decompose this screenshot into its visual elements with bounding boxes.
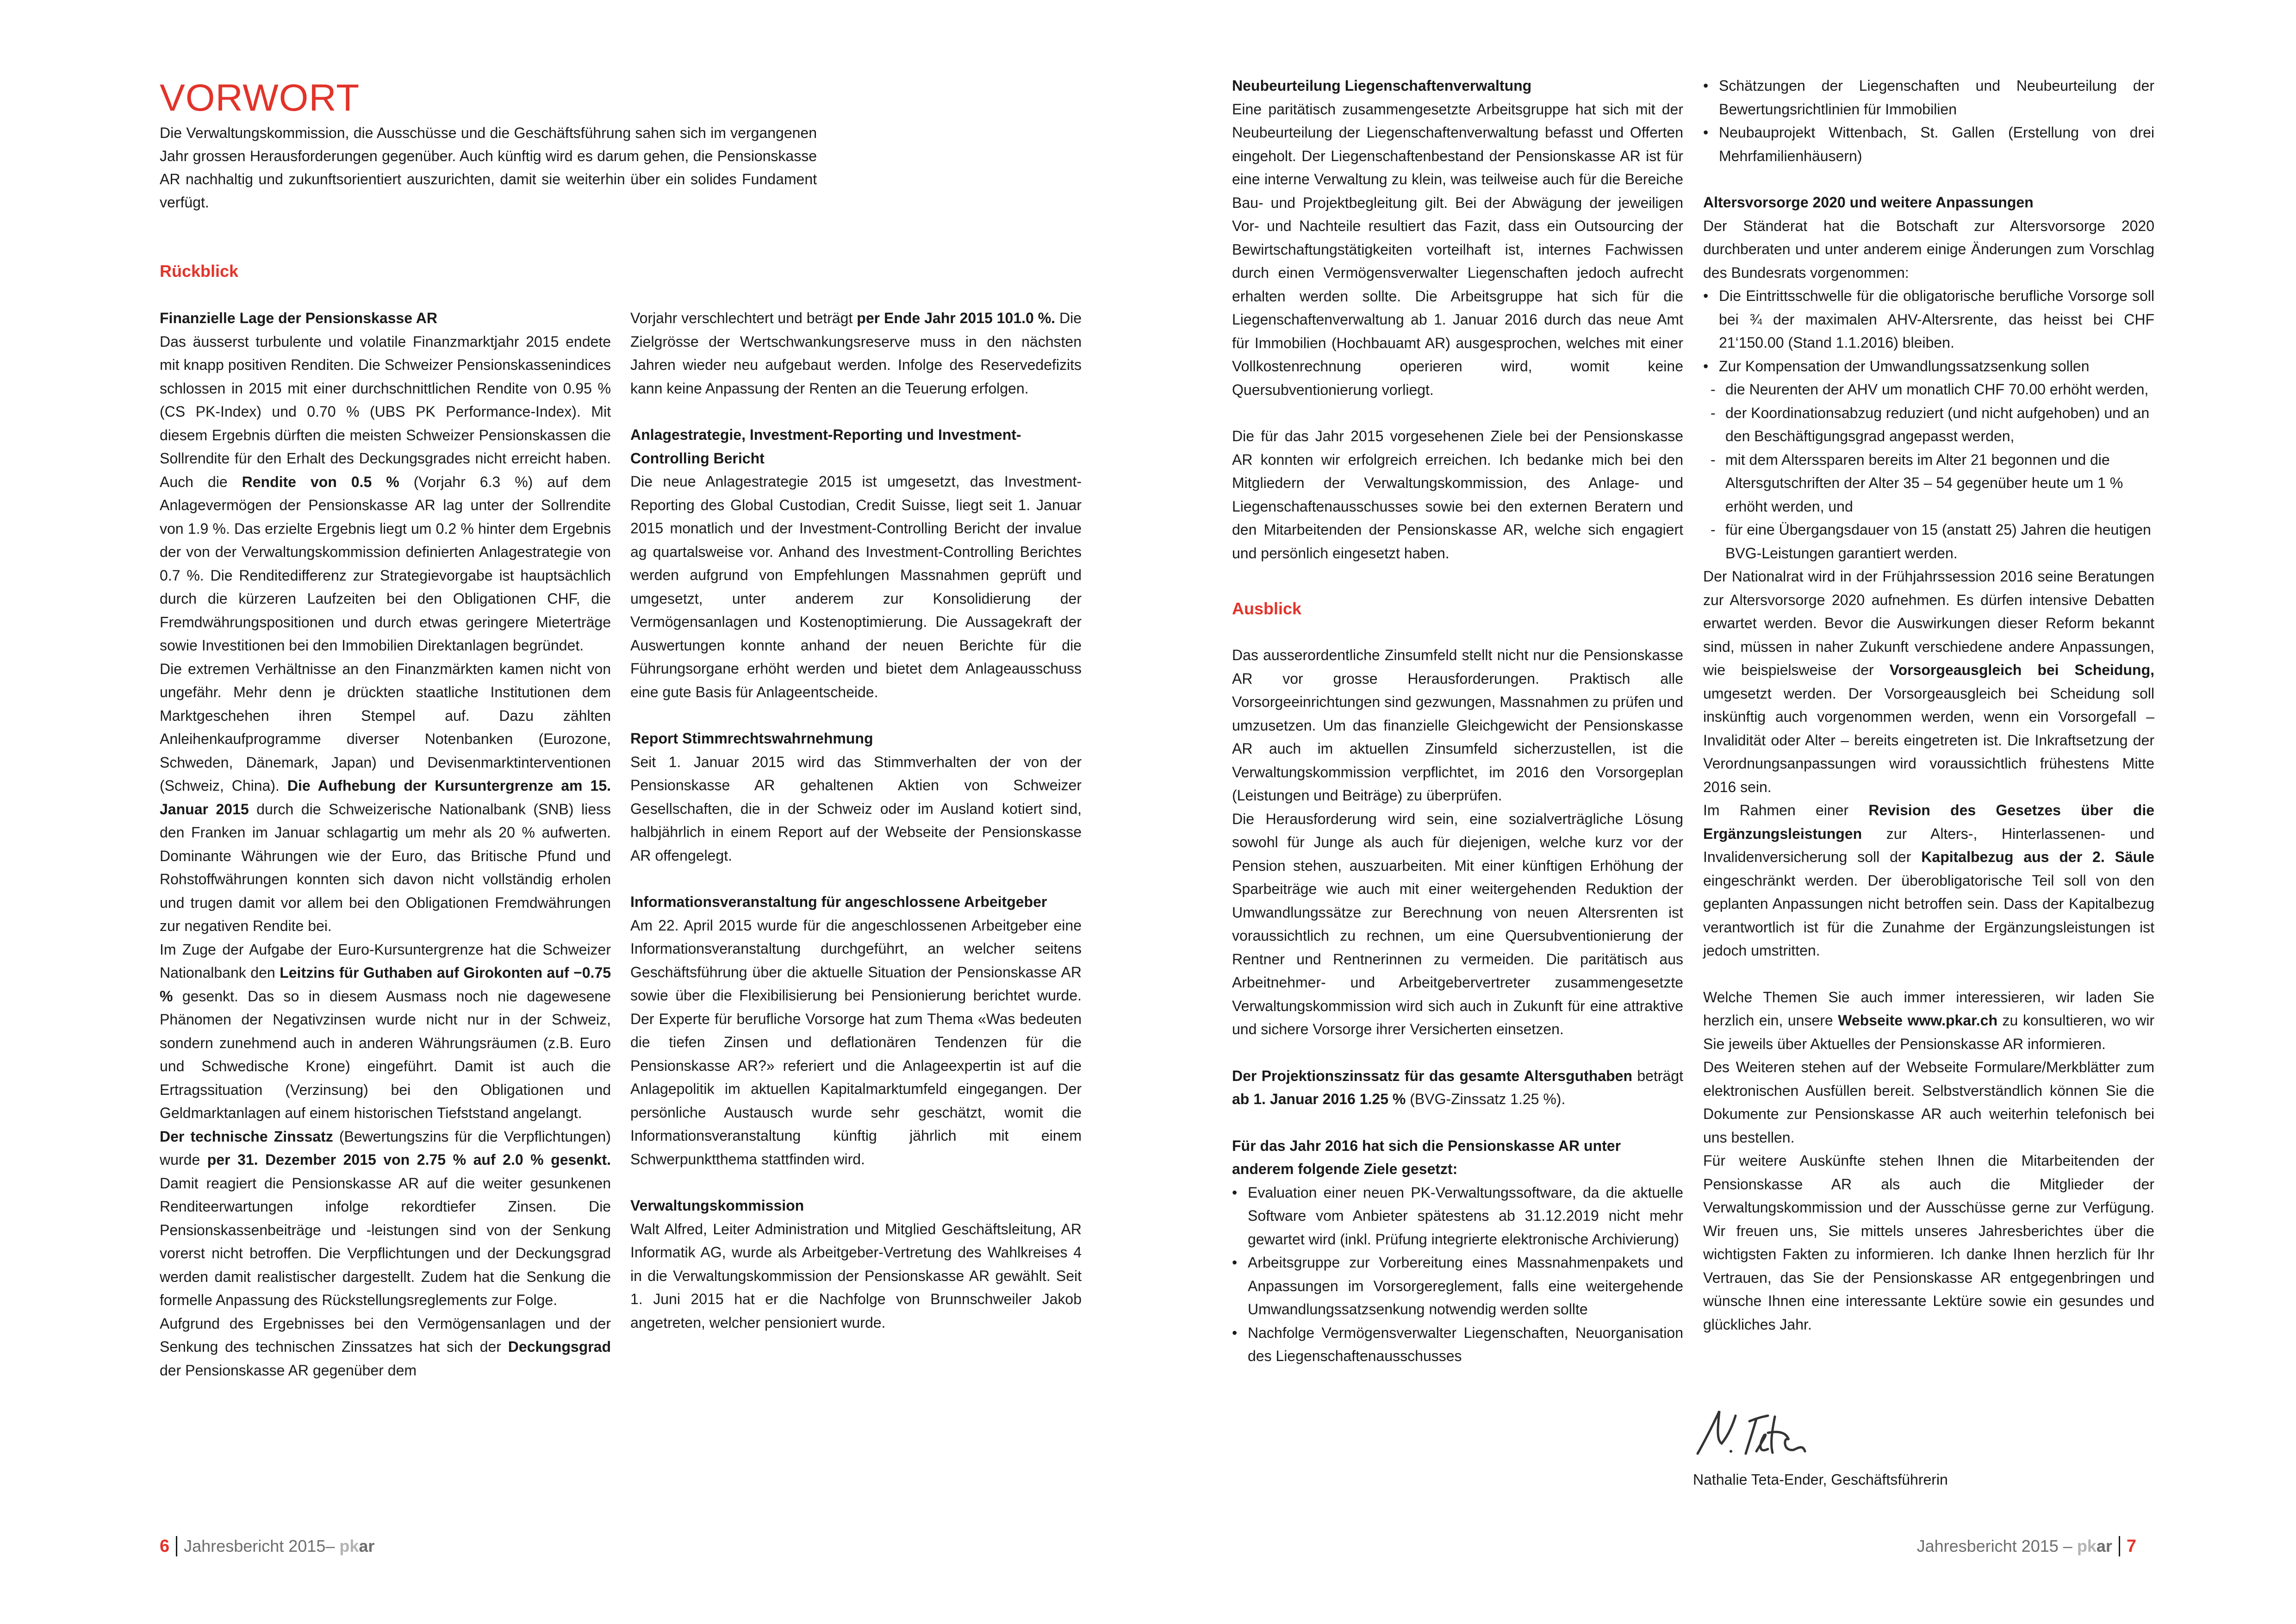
page-title: VORWORT: [160, 77, 360, 119]
list-item: - mit dem Alterssparen bereits im Alter 21 begonnen und die Altersgutschriften der Alter 35 – 54 gegenüber heute um 1 % erhöht werden, und: [1703, 448, 2154, 518]
list-item: • Die Eintrittsschwelle für die obligatorische berufliche Vorsorge soll bei ¾ der maximalen AHV-Altersrente, das heisst bei CHF 21‘150.00 (Stand 1.1.2016) bleiben.: [1703, 284, 2154, 355]
paragraph: Die extremen Verhältnisse an den Finanzmärkten kamen nicht von ungefähr. Mehr denn je drückten staatliche Institutionen dem Marktgeschehen ihren Stempel auf. Dazu zählten Anleihenkaufprogramme diverser Notenbanken (Eurozone, Schweden, Dänemark, Japan) und Devisenmarktinterventionen (Schweiz, China). Die Aufhebung der Kursuntergrenze am 15. Januar 2015 durch die Schweizerische Nationalbank (SNB) liess den Franken im Januar schlagartig um mehr als 20 % aufwerten. Dominante Währungen wie der Euro, das Britische Pfund und Rohstoffwährungen konnten sich davon nicht vollständig erholen und trugen damit vor allem bei den Obligationen Fremdwährungen zur negativen Rendite bei.: [160, 660, 611, 934]
paragraph: Welche Themen Sie auch immer interessieren, wir laden Sie herzlich ein, unsere Webseite www.pkar.ch zu konsultieren, wo wir Sie jeweils über Aktuelles der Pensionskasse AR informieren.: [1703, 988, 2155, 1052]
list-item: - für eine Übergangsdauer von 15 (anstatt 25) Jahren die heutigen BVG-Leistungen garantiert werden.: [1703, 518, 2154, 565]
footer-text: Jahresbericht 2015 – pkar: [1916, 1537, 2112, 1555]
footer-divider: [176, 1536, 177, 1556]
list-item: • Arbeitsgruppe zur Vorbereitung eines Massnahmenpakets und Anpassungen im Vorsorgereglement, falls eine weitergehende Umwandlungssatzsenkung notwendig werden sollte: [1232, 1251, 1683, 1321]
column-1: [160, 306, 611, 1382]
brand-logo-pk: pk: [339, 1537, 359, 1555]
heading-ziele-2016: Für das Jahr 2016 hat sich die Pensionskasse AR unter anderem folgende Ziele gesetzt:: [1232, 1137, 1621, 1177]
paragraph: Die Herausforderung wird sein, eine sozialverträgliche Lösung sowohl für Junge als auch für diejenigen, welche kurz vor der Pension stehen, auszuarbeiten. Mit einer künftigen Erhöhung der Sparbeiträge wie auch mit einer weitergehenden Reduktion der Umwandlungssätze zur Berechnung von neuen Altersrenten ist voraussichtlich zu rechnen, um eine Quersubventionierung der Rentner und Rentnerinnen zu vermeiden. Die paritätisch aus Arbeitnehmer- und Arbeitgebervertreter zusammengesetzte Verwaltungskommission wird sich auch in Zukunft für eine attraktive und sichere Vorsorge ihrer Versicherten einsetzen.: [1232, 810, 1683, 1037]
list-item: • Zur Kompensation der Umwandlungssatzsenkung sollen: [1703, 355, 2154, 378]
heading-stimmrecht: Report Stimmrechtswahrnehmung: [630, 730, 873, 747]
list-item: - der Koordinationsabzug reduziert (und nicht aufgehoben) und an den Beschäftigungsgrad angepasst werden,: [1703, 401, 2154, 448]
signature-image: [1694, 1407, 1814, 1458]
column-3: [1232, 74, 1683, 1368]
brand-logo-ar: ar: [2096, 1537, 2112, 1555]
reform-list: [1703, 284, 2154, 378]
page-number: 7: [2126, 1536, 2136, 1556]
list-item: • Nachfolge Vermögensverwalter Liegenschaften, Neuorganisation des Liegenschaftenausschusses: [1232, 1321, 1683, 1368]
paragraph: Für weitere Auskünfte stehen Ihnen die Mitarbeitenden der Pensionskasse AR als auch die Mitglieder der Verwaltungskommission und der Ausschüsse gerne zur Verfügung. Wir freuen uns, Sie mittels unseres Jahresberichtes über die wichtigsten Fakten zu informieren. Ich danke Ihnen herzlich für Ihr Vertrauen, das Sie der Pensionskasse AR entgegenbringen und wünsche Ihnen eine interessante Lektüre sowie ein gesundes und glückliches Jahr.: [1703, 1152, 2154, 1333]
heading-informationsveranstaltung: Informationsveranstaltung für angeschlossene Arbeitgeber: [630, 893, 1047, 910]
section-ausblick: Ausblick: [1232, 599, 1302, 618]
list-item: • Neubauprojekt Wittenbach, St. Gallen (Erstellung von drei Mehrfamilienhäusern): [1703, 121, 2154, 168]
heading-verwaltungskommission: Verwaltungskommission: [630, 1197, 804, 1214]
website-link: Webseite www.pkar.ch: [1838, 1012, 1998, 1029]
page-number: 6: [160, 1536, 170, 1556]
paragraph: Im Rahmen einer Revision des Gesetzes über die Ergänzungsleistungen zur Alters-, Hinterlassenen- und Invalidenversicherung soll der Kapitalbezug aus der 2. Säule eingeschränkt werden. Der überobligatorische Teil soll von den geplanten Anpassungen nicht betroffen sein. Dass der Kapitalbezug verantwortlich ist für die Zunahme der Ergänzungsleistungen ist jedoch umstritten.: [1703, 802, 2155, 959]
paragraph: Das äusserst turbulente und volatile Finanzmarktjahr 2015 endete mit knapp positiven Renditen. Die Schweizer Pensionskassenindices schlossen in 2015 mit einer durchschnittlichen Rendite von 0.95 % (CS PK-Index) und 0.70 % (UBS PK Performance-Index). Mit diesem Ergebnis dürften die meisten Schweizer Pensionskassen die Sollrendite für den Erhalt des Deckungsgrades nicht erreicht haben. Auch die Rendite von 0.5 % (Vorjahr 6.3 %) auf dem Anlagevermögen der Pensionskasse AR lag unter der Sollrendite von 1.9 %. Das erzielte Ergebnis liegt um 0.2 % hinter dem Ergebnis der von der Verwaltungskommission definierten Anlagestrategie von 0.7 %. Die Renditedifferenz zur Strategievorgabe ist hauptsächlich durch die kürzeren Laufzeiten bei den Obligationen CHF, die Fremdwährungspositionen und durch etwas geringere Mieterträge sowie Investitionen bei den Immobilien Direktanlagen begründet.: [160, 333, 611, 654]
compensation-list: [1703, 378, 2154, 565]
paragraph: Vorjahr verschlechtert und beträgt per Ende Jahr 2015 101.0 %. Die Zielgrösse der Wertschwankungsreserve muss in den nächsten Jahren wieder neu aufgebaut werden. Infolge des Reservedefizits kann keine Anpassung der Renten an die Teuerung erfolgen.: [630, 310, 1082, 397]
list-item: • Evaluation einer neuen PK-Verwaltungssoftware, da die aktuelle Software vom Anbieter spätestens ab 31.12.2019 nicht mehr gewartet wird (inkl. Prüfung integrierte elektronische Archivierung): [1232, 1181, 1683, 1251]
paragraph: Der Ständerat hat die Botschaft zur Altersvorsorge 2020 durchberaten und unter anderem einige Änderungen zum Vorschlag des Bundesrats vorgenommen:: [1703, 217, 2154, 281]
signer-name: Nathalie Teta-Ender, Geschäftsführerin: [1693, 1471, 1948, 1488]
paragraph: Im Zuge der Aufgabe der Euro-Kursuntergrenze hat die Schweizer Nationalbank den Leitzins für Guthaben auf Girokonten auf −0.75 % gesenkt. Das so in diesem Ausmass noch nie dagewesene Phänomen der Negativzinsen wurde nicht nur in der Schweiz, sondern zunehmend auch in anderen Währungsräumen (z.B. Euro und Schwedische Krone) eingeführt. Damit ist auch die Ertragssituation (Verzinsung) bei den Obligationen und Geldmarktanlagen auf einem historischen Tiefststand angelangt.: [160, 941, 611, 1121]
heading-finanzielle-lage: Finanzielle Lage der Pensionskasse AR: [160, 310, 437, 326]
brand-logo-pk: pk: [2077, 1537, 2097, 1555]
paragraph: Seit 1. Januar 2015 wird das Stimmverhalten der von der Pensionskasse AR gehaltenen Aktien von Schweizer Gesellschaften, die in der Schweiz oder im Ausland kotiert sind, halbjährlich in einem Report auf der Webseite der Pensionskasse AR offengelegt.: [630, 753, 1082, 864]
paragraph: Der Projektionszinssatz für das gesamte Altersguthaben beträgt ab 1. Januar 2016 1.25 % (BVG-Zinssatz 1.25 %).: [1232, 1067, 1684, 1107]
footer-left: [160, 1536, 374, 1556]
column-4: [1703, 74, 2154, 1336]
footer-right: [1917, 1536, 2136, 1556]
paragraph: Die für das Jahr 2015 vorgesehenen Ziele bei der Pensionskasse AR konnten wir erfolgreich erreichen. Ich bedanke mich bei den Mitgliedern der Verwaltungskommission, des Anlage- und Liegenschaftenausschusses sowie bei den externen Beratern und den Mitarbeitenden der Pensionskasse AR, welche sich engagiert und persönlich eingesetzt haben.: [1232, 428, 1683, 562]
list-item: - die Neurenten der AHV um monatlich CHF 70.00 erhöht werden,: [1703, 378, 2154, 401]
footer-text: Jahresbericht 2015– pkar: [184, 1537, 375, 1555]
column-2: [630, 306, 1082, 1334]
section-rueckblick: Rückblick: [160, 262, 239, 281]
goals-list: [1232, 1181, 1683, 1368]
brand-logo-ar: ar: [359, 1537, 375, 1555]
paragraph: Der Nationalrat wird in der Frühjahrssession 2016 seine Beratungen zur Altersvorsorge 2020 aufnehmen. Es dürfen intensive Debatten erwartet werden. Bevor die Auswirkungen dieser Reform bekannt sind, müssen in naher Zukunft verschiedene andere Anpassungen, wie beispielsweise der Vorsorgeausgleich bei Scheidung, umgesetzt werden. Der Vorsorgeausgleich bei Scheidung soll inskünftig auch vorgenommen werden, wenn ein Vorsorgefall – Invalidität oder Alter – bereits eingetreten ist. Die Inkraftsetzung der Verordnungsanpassungen wird voraussichtlich frühestens Mitte 2016 sein.: [1703, 568, 2154, 795]
paragraph: Der technische Zinssatz (Bewertungszins für die Verpflichtungen) wurde per 31. Dezember 2015 von 2.75 % auf 2.0 % gesenkt. Damit reagiert die Pensionskasse AR auf die weiter gesunkenen Renditeerwartungen infolge rekordtiefer Zinsen. Die Pensionskassenbeiträge und -leistungen sind von der Senkung vorerst nicht betroffen. Die Verpflichtungen und der Deckungsgrad werden damit realistischer dargestellt. Zudem hat die Senkung die formelle Anpassung des Rückstellungsreglements zur Folge.: [160, 1128, 611, 1308]
paragraph: Das ausserordentliche Zinsumfeld stellt nicht nur die Pensionskasse AR vor grosse Herausforderungen. Praktisch alle Vorsorgeeinrichtungen sind gezwungen, Massnahmen zu prüfen und umzusetzen. Um das finanzielle Gleichgewicht der Pensionskasse AR auch im aktuellen Zinsumfeld sicherzustellen, ist die Verwaltungskommission verpflichtet, im 2016 den Vorsorgeplan (Leistungen und Beiträge) zu überprüfen.: [1232, 647, 1683, 804]
heading-anlagestrategie: Anlagestrategie, Investment-Reporting und Investment-Controlling Bericht: [630, 426, 1021, 467]
paragraph: Walt Alfred, Leiter Administration und Mitglied Geschäftsleitung, AR Informatik AG, wurde als Arbeitgeber-Vertretung des Wahlkreises 4 in die Verwaltungskommission der Pensionskasse AR gewählt. Seit 1. Juni 2015 hat er die Nachfolge von Brunnschweiler Jakob angetreten, welcher pensioniert wurde.: [630, 1220, 1082, 1331]
paragraph: Die neue Anlagestrategie 2015 ist umgesetzt, das Investment-Reporting des Global Custodian, Credit Suisse, liegt seit 1. Januar 2015 monatlich und der Investment-Controlling Bericht der invalue ag quartalsweise vor. Anhand des Investment-Controlling Berichtes werden aufgrund von Empfehlungen Massnahmen geprüft und umgesetzt, unter anderem zur Konsolidierung der Vermögensanlagen und Kostenoptimierung. Die Aussagekraft der Auswertungen konnte anhand der neuen Berichte für die Führungsorgane erhöht werden und bietet dem Anlageausschuss eine gute Basis für Anlageentscheide.: [630, 473, 1082, 700]
paragraph: Am 22. April 2015 wurde für die angeschlossenen Arbeitgeber eine Informationsveranstaltung durchgeführt, an welcher seitens Geschäftsführung über die aktuelle Situation der Pensionskasse AR sowie über die Flexibilisierung bei Pensionierung berichtet wurde. Der Experte für berufliche Vorsorge hat zum Thema «Was bedeuten die tiefen Zinsen und deflationären Tendenzen für die Pensionskasse AR?» referiert und die Anlageexpertin ist auf die Anlagepolitik im aktuellen Kapitalmarktumfeld eingegangen. Der persönliche Austausch wurde sehr geschätzt, womit die Informationsveranstaltung künftig jährlich mit einem Schwerpunktthema stattfinden wird.: [630, 917, 1082, 1168]
paragraph: Des Weiteren stehen auf der Webseite Formulare/Merkblätter zum elektronischen Ausfüllen bereit. Selbstverständlich können Sie die Dokumente zur Pensionskasse AR auch weiterhin telefonisch bei uns bestellen.: [1703, 1059, 2154, 1146]
goals-list-continued: [1703, 74, 2154, 168]
paragraph: Eine paritätisch zusammengesetzte Arbeitsgruppe hat sich mit der Neubeurteilung der Liegenschaftenverwaltung befasst und Offerten eingeholt. Der Liegenschaftenbestand der Pensionskasse AR ist für eine interne Verwaltung zu klein, was teilweise auch für die Bereiche Bau- und Projektbegleitung gilt. Bei der Abwägung der jeweiligen Vor- und Nachteile resultiert das Fazit, dass ein Outsourcing der Bewirtschaftungstätigkeiten vorteilhaft ist, internes Fachwissen durch einen Vermögensverwalter Liegenschaften jedoch aufrecht erhalten werden sollte. Die Arbeitsgruppe hat sich für die Liegenschaftenverwaltung ab 1. Januar 2016 durch das neue Amt für Immobilien (Hochbauamt AR) ausgesprochen, welches mit einer Vollkostenrechnung operieren wird, womit keine Quersubventionierung vorliegt.: [1232, 100, 1683, 398]
footer-divider: [2119, 1536, 2120, 1556]
list-item: • Schätzungen der Liegenschaften und Neubeurteilung der Bewertungsrichtlinien für Immobilien: [1703, 74, 2154, 121]
paragraph: Aufgrund des Ergebnisses bei den Vermögensanlagen und der Senkung des technischen Zinssatzes hat sich der Deckungsgrad der Pensionskasse AR gegenüber dem: [160, 1315, 611, 1379]
heading-altersvorsorge: Altersvorsorge 2020 und weitere Anpassungen: [1703, 194, 2034, 211]
heading-neubeurteilung: Neubeurteilung Liegenschaftenverwaltung: [1232, 77, 1532, 94]
intro-paragraph: Die Verwaltungskommission, die Ausschüsse und die Geschäftsführung sahen sich im vergangenen Jahr grossen Herausforderungen gegenüber. Auch künftig wird es darum gehen, die Pensionskasse AR nachhaltig und zukunftsorientiert auszurichten, damit sie weiterhin über ein solides Fundament verfügt.: [160, 125, 817, 211]
